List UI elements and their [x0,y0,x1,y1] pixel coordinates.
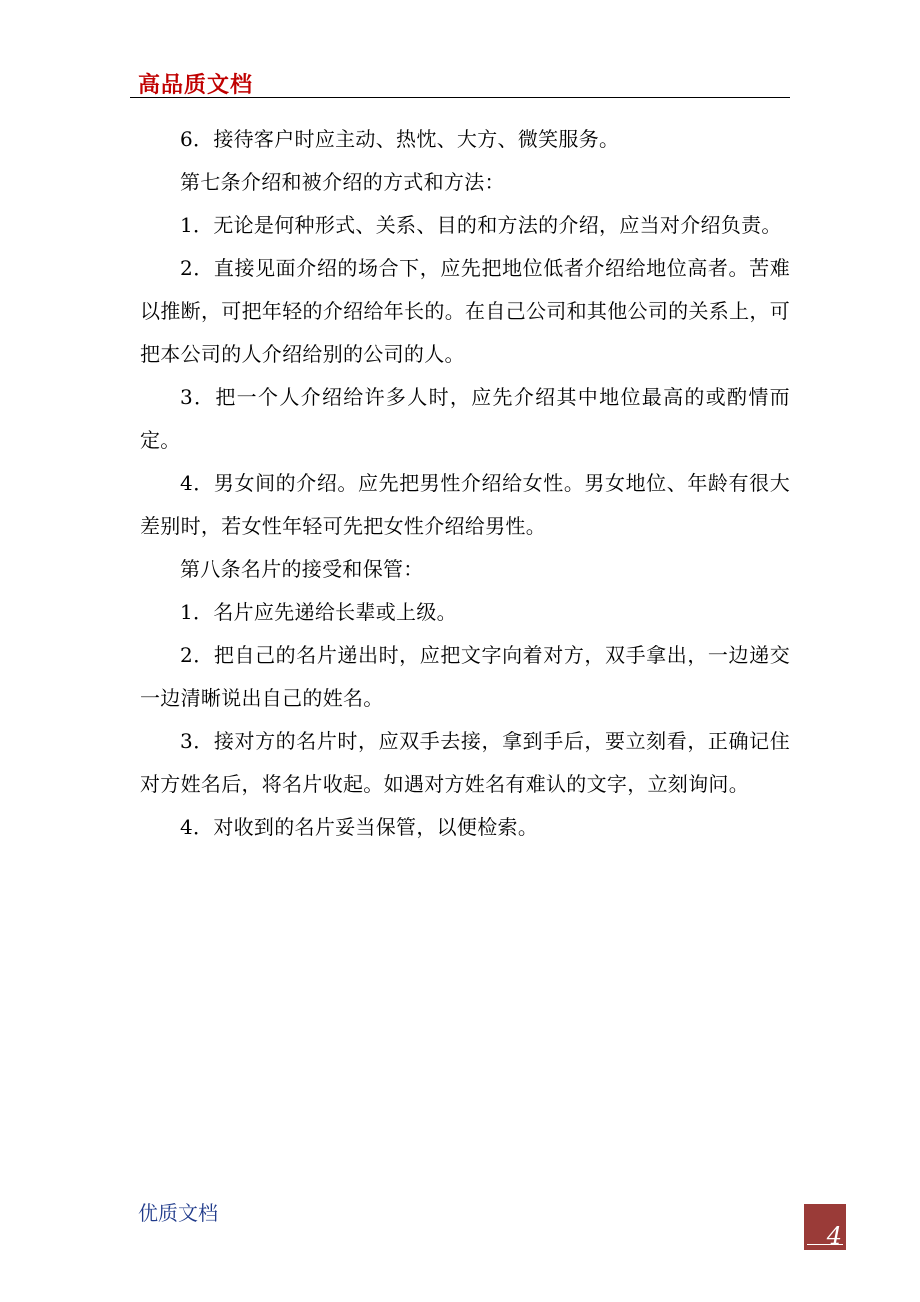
paragraph-business-card-rule-3: 3．接对方的名片时，应双手去接，拿到手后，要立刻看，正确记住对方姓名后，将名片收起。如遇对方姓名有难认的文字，立刻询问。 [140,729,790,796]
document-header-title: 高品质文档 [138,73,254,98]
section-heading-article-7: 第七条介绍和被介绍的方式和方法： [180,170,505,194]
document-footer-title: 优质文档 [138,1201,218,1225]
paragraph-introduction-rule-4: 4．男女间的介绍。应先把男性介绍给女性。男女地位、年龄有很大差别时，若女性年轻可先把女性介绍给男性。 [140,471,790,538]
paragraph-business-card-rule-2: 2．把自己的名片递出时，应把文字向着对方，双手拿出，一边递交一边清晰说出自己的姓名。 [140,643,790,710]
paragraph-introduction-rule-2: 2．直接见面介绍的场合下，应先把地位低者介绍给地位高者。苦难以推断，可把年轻的介绍给年长的。在自己公司和其他公司的关系上，可把本公司的人介绍给别的公司的人。 [140,256,790,366]
page-number: 4 [826,1222,842,1250]
header-divider [130,97,790,98]
paragraph-introduction-rule-3: 3．把一个人介绍给许多人时，应先介绍其中地位最高的或酌情而定。 [140,385,790,452]
paragraph-business-card-rule-4: 4．对收到的名片妥当保管，以便检索。 [180,815,539,839]
section-heading-article-8: 第八条名片的接受和保管： [180,557,424,581]
document-body [140,118,790,849]
paragraph-business-card-rule-1: 1．名片应先递给长辈或上级。 [180,600,457,624]
paragraph-introduction-rule-1: 1．无论是何种形式、关系、目的和方法的介绍，应当对介绍负责。 [180,213,782,237]
paragraph-reception-rule-6: 6．接待客户时应主动、热忱、大方、微笑服务。 [180,127,620,151]
page-number-badge [804,1204,846,1250]
